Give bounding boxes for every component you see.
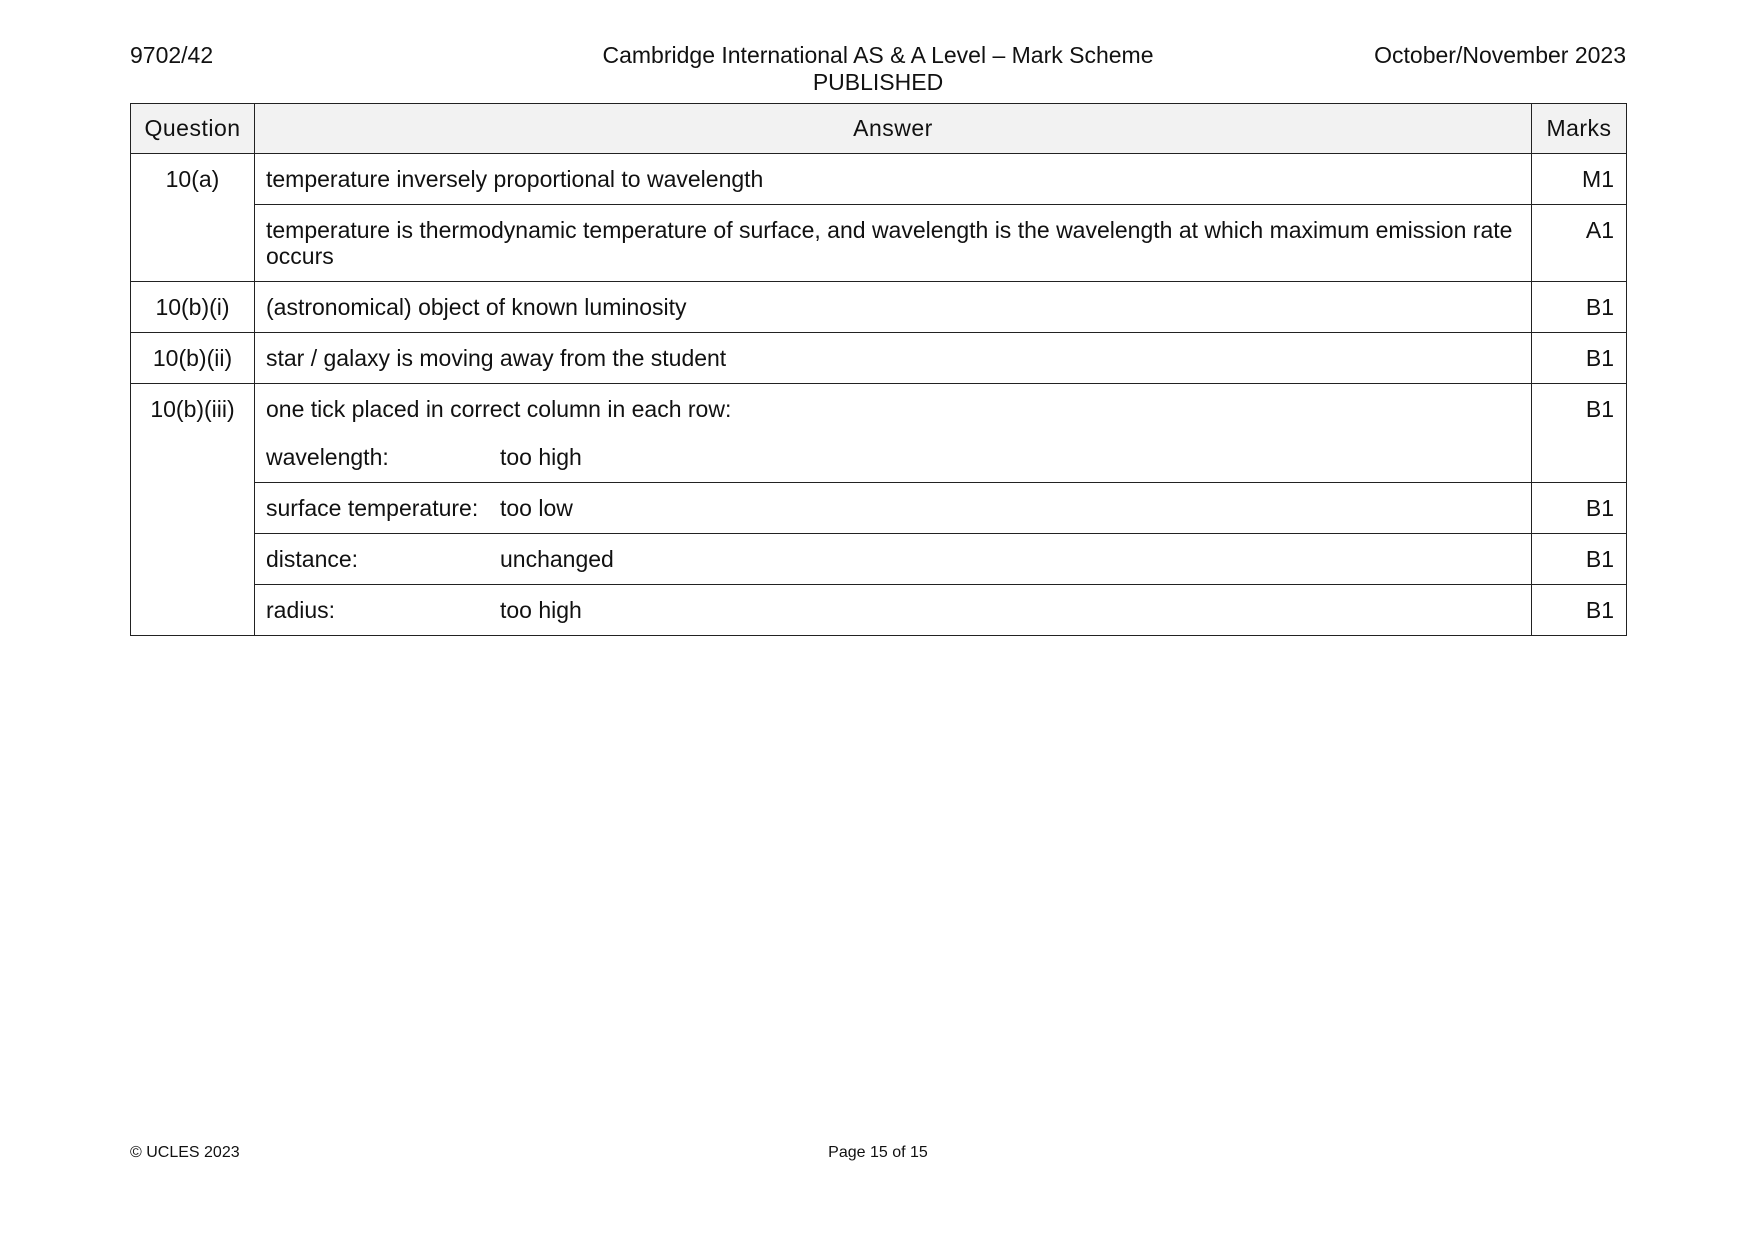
answer-cell — [255, 534, 1532, 585]
quantity-value: too high — [500, 597, 582, 623]
question-column-header: Question — [131, 104, 255, 154]
copyright-notice: © UCLES 2023 — [130, 1144, 240, 1161]
answer-column-header: Answer — [255, 104, 1532, 154]
table-row — [131, 205, 1627, 282]
mark-code: B1 — [1532, 483, 1627, 534]
mark-code: B1 — [1532, 333, 1627, 384]
quantity-label: surface temperature: — [266, 495, 479, 521]
answer-text: temperature is thermodynamic temperature of surface, and wavelength is the wavelength at which maximum emission rate occurs — [255, 205, 1532, 282]
answer-pair — [266, 546, 1521, 572]
question-number: 10(b)(ii) — [131, 333, 255, 384]
mark-scheme-table — [130, 103, 1627, 636]
question-number: 10(b)(iii) — [131, 384, 255, 636]
table-row — [131, 333, 1627, 384]
mark-code: A1 — [1532, 205, 1627, 282]
question-number: 10(a) — [131, 154, 255, 282]
quantity-label: distance: — [266, 546, 359, 572]
answer-pair — [266, 444, 1521, 470]
table-row — [131, 534, 1627, 585]
table-row — [131, 154, 1627, 205]
quantity-value: unchanged — [500, 546, 614, 572]
answer-pair — [266, 597, 1521, 623]
table-row — [131, 585, 1627, 636]
syllabus-code: 9702/42 — [130, 42, 214, 68]
quantity-label: wavelength: — [266, 444, 389, 470]
answer-cell — [255, 483, 1532, 534]
document-title: Cambridge International AS & A Level – Mark Scheme — [602, 42, 1154, 68]
answer-text: (astronomical) object of known luminosity — [255, 282, 1532, 333]
answer-pair — [266, 495, 1521, 521]
question-number: 10(b)(i) — [131, 282, 255, 333]
table-row — [131, 384, 1627, 483]
answer-text: star / galaxy is moving away from the student — [255, 333, 1532, 384]
table-row — [131, 483, 1627, 534]
quantity-value: too high — [500, 444, 582, 470]
marks-column-header: Marks — [1532, 104, 1627, 154]
page-header — [130, 42, 1626, 102]
answer-text: one tick placed in correct column in each row: — [266, 396, 732, 422]
mark-code: B1 — [1532, 384, 1627, 483]
table-header-row — [131, 104, 1627, 154]
mark-code: B1 — [1532, 585, 1627, 636]
quantity-value: too low — [500, 495, 573, 521]
mark-code: B1 — [1532, 534, 1627, 585]
quantity-label: radius: — [266, 597, 336, 623]
answer-cell — [255, 585, 1532, 636]
document-status: PUBLISHED — [812, 69, 944, 95]
exam-session: October/November 2023 — [1374, 42, 1626, 68]
page-number: Page 15 of 15 — [828, 1144, 928, 1161]
table-row — [131, 282, 1627, 333]
answer-cell — [255, 384, 1532, 483]
mark-code: B1 — [1532, 282, 1627, 333]
answer-text: temperature inversely proportional to wavelength — [255, 154, 1532, 205]
mark-code: M1 — [1532, 154, 1627, 205]
